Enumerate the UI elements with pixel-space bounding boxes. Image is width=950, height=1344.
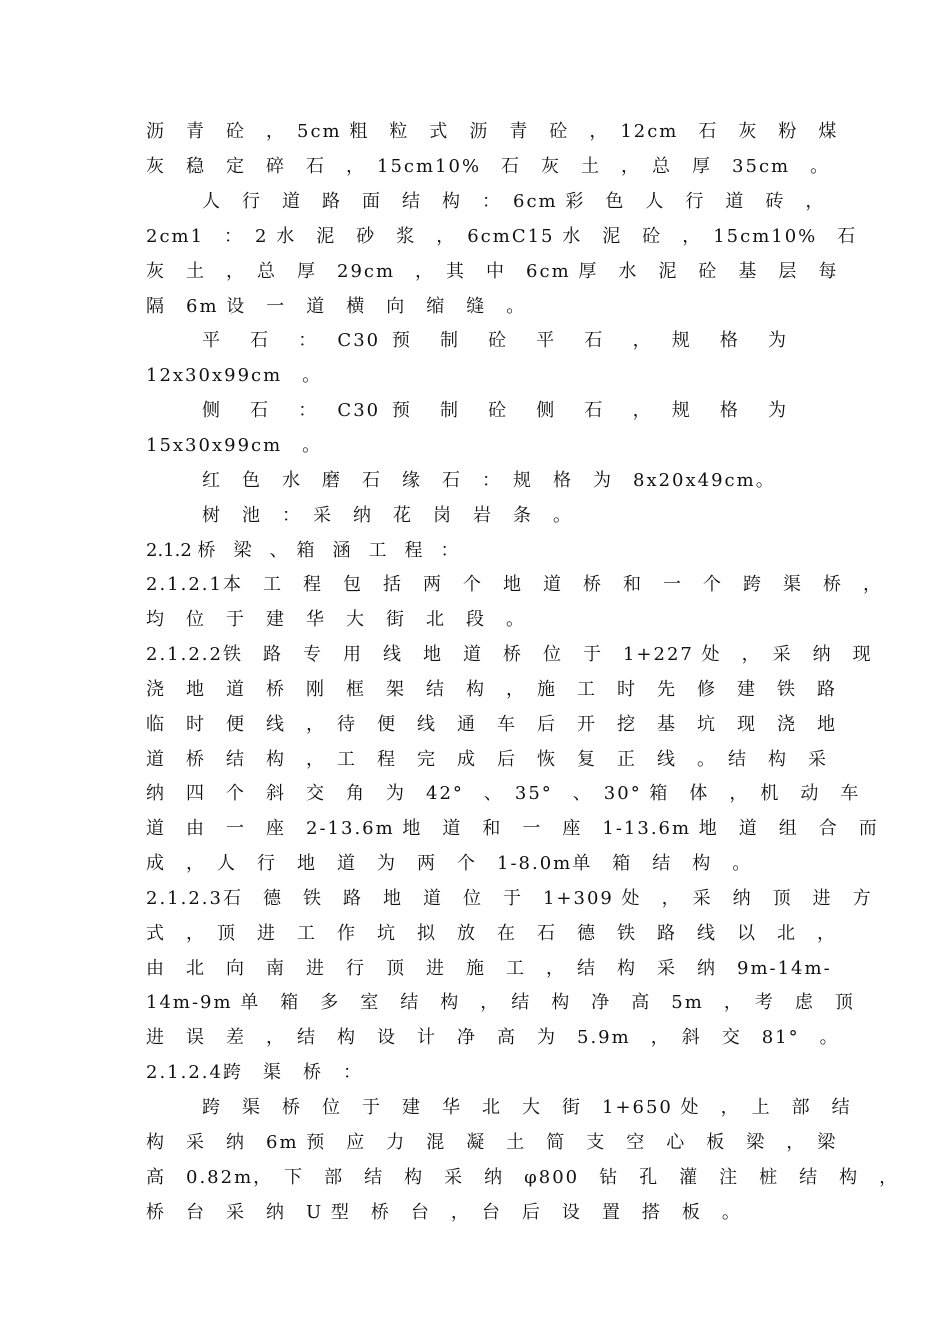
text-line: 2.1.2.3石 德 铁 路 地 道 位 于 1+309 处 ， 采 纳 顶 进 方	[146, 888, 873, 909]
text-line: 灰 稳 定 碎 石 ， 15cm10% 石 灰 土 ， 总 厚 35cm 。	[146, 156, 831, 177]
text-line: 侧 石 ： C30 预 制 砼 侧 石 ， 规 格 为	[202, 400, 788, 421]
text-line: 均 位 于 建 华 大 街 北 段 。	[146, 609, 526, 630]
text-line: 15x30x99cm 。	[146, 435, 323, 456]
text-line: 隔 6m 设 一 道 横 向 缩 缝 。	[146, 296, 527, 317]
text-line: 纳 四 个 斜 交 角 为 42° 、 35° 、 30° 箱 体 ， 机 动 车	[146, 783, 861, 804]
text-line: 道 桥 结 构 ， 工 程 完 成 后 恢 复 正 线 。 结 构 采	[146, 749, 828, 770]
text-line: 2cm1 ： 2 水 泥 砂 浆 ， 6cmC15 水 泥 砼 ， 15cm10% 石	[146, 226, 858, 247]
text-line: 14m-9m 单 箱 多 室 结 构 ， 结 构 净 高 5m ， 考 虑 顶	[146, 992, 855, 1013]
text-line: 构 采 纳 6m 预 应 力 混 凝 土 简 支 空 心 板 梁 ， 梁	[146, 1132, 838, 1153]
text-line: 平 石 ： C30 预 制 砼 平 石 ， 规 格 为	[202, 330, 788, 351]
text-line: 浇 地 道 桥 刚 框 架 结 构 ， 施 工 时 先 修 建 铁 路	[146, 679, 837, 700]
text-line: 进 误 差 ， 结 构 设 计 净 高 为 5.9m ， 斜 交 81° 。	[146, 1027, 840, 1048]
section-heading: 2.1.2.4跨 渠 桥 ：	[146, 1062, 363, 1083]
text-line: 道 由 一 座 2-13.6m 地 道 和 一 座 1-13.6m 地 道 组 合 而	[146, 818, 879, 839]
text-line: 红 色 水 磨 石 缘 石 ： 规 格 为 8x20x49cm。	[202, 470, 776, 491]
text-line: 临 时 便 线 ， 待 便 线 通 车 后 开 挖 基 坑 现 浇 地	[146, 714, 837, 735]
text-line: 沥 青 砼 ， 5cm 粗 粒 式 沥 青 砼 ， 12cm 石 灰 粉 煤	[146, 121, 839, 142]
text-line: 桥 台 采 纳 U 型 桥 台 ， 台 后 设 置 搭 板 。	[146, 1202, 742, 1223]
text-line: 2.1.2.1本 工 程 包 括 两 个 地 道 桥 和 一 个 跨 渠 桥 ，	[146, 574, 883, 595]
text-line: 式 ， 顶 进 工 作 坑 拟 放 在 石 德 铁 路 线 以 北 ，	[146, 923, 837, 944]
text-line: 人 行 道 路 面 结 构 ： 6cm 彩 色 人 行 道 砖 ，	[202, 191, 826, 212]
text-line: 树 池 ： 采 纳 花 岗 岩 条 。	[202, 505, 573, 526]
section-heading: 2.1.2 桥 梁 、 箱 涵 工 程 ：	[146, 540, 459, 561]
text-line: 灰 土 ， 总 厚 29cm ， 其 中 6cm 厚 水 泥 砼 基 层 每	[146, 261, 839, 282]
text-line: 跨 渠 桥 位 于 建 华 北 大 街 1+650 处 ， 上 部 结	[202, 1097, 852, 1118]
text-line: 12x30x99cm 。	[146, 365, 323, 386]
text-line: 2.1.2.2铁 路 专 用 线 地 道 桥 位 于 1+227 处 ， 采 纳 现	[146, 644, 873, 665]
text-line: 成 ， 人 行 地 道 为 两 个 1-8.0m单 箱 结 构 。	[146, 853, 753, 874]
text-line: 高 0.82m， 下 部 结 构 采 纳 φ800 钻 孔 灌 注 桩 结 构 ，	[146, 1167, 900, 1188]
text-line: 由 北 向 南 进 行 顶 进 施 工 ， 结 构 采 纳 9m-14m-	[146, 958, 832, 979]
